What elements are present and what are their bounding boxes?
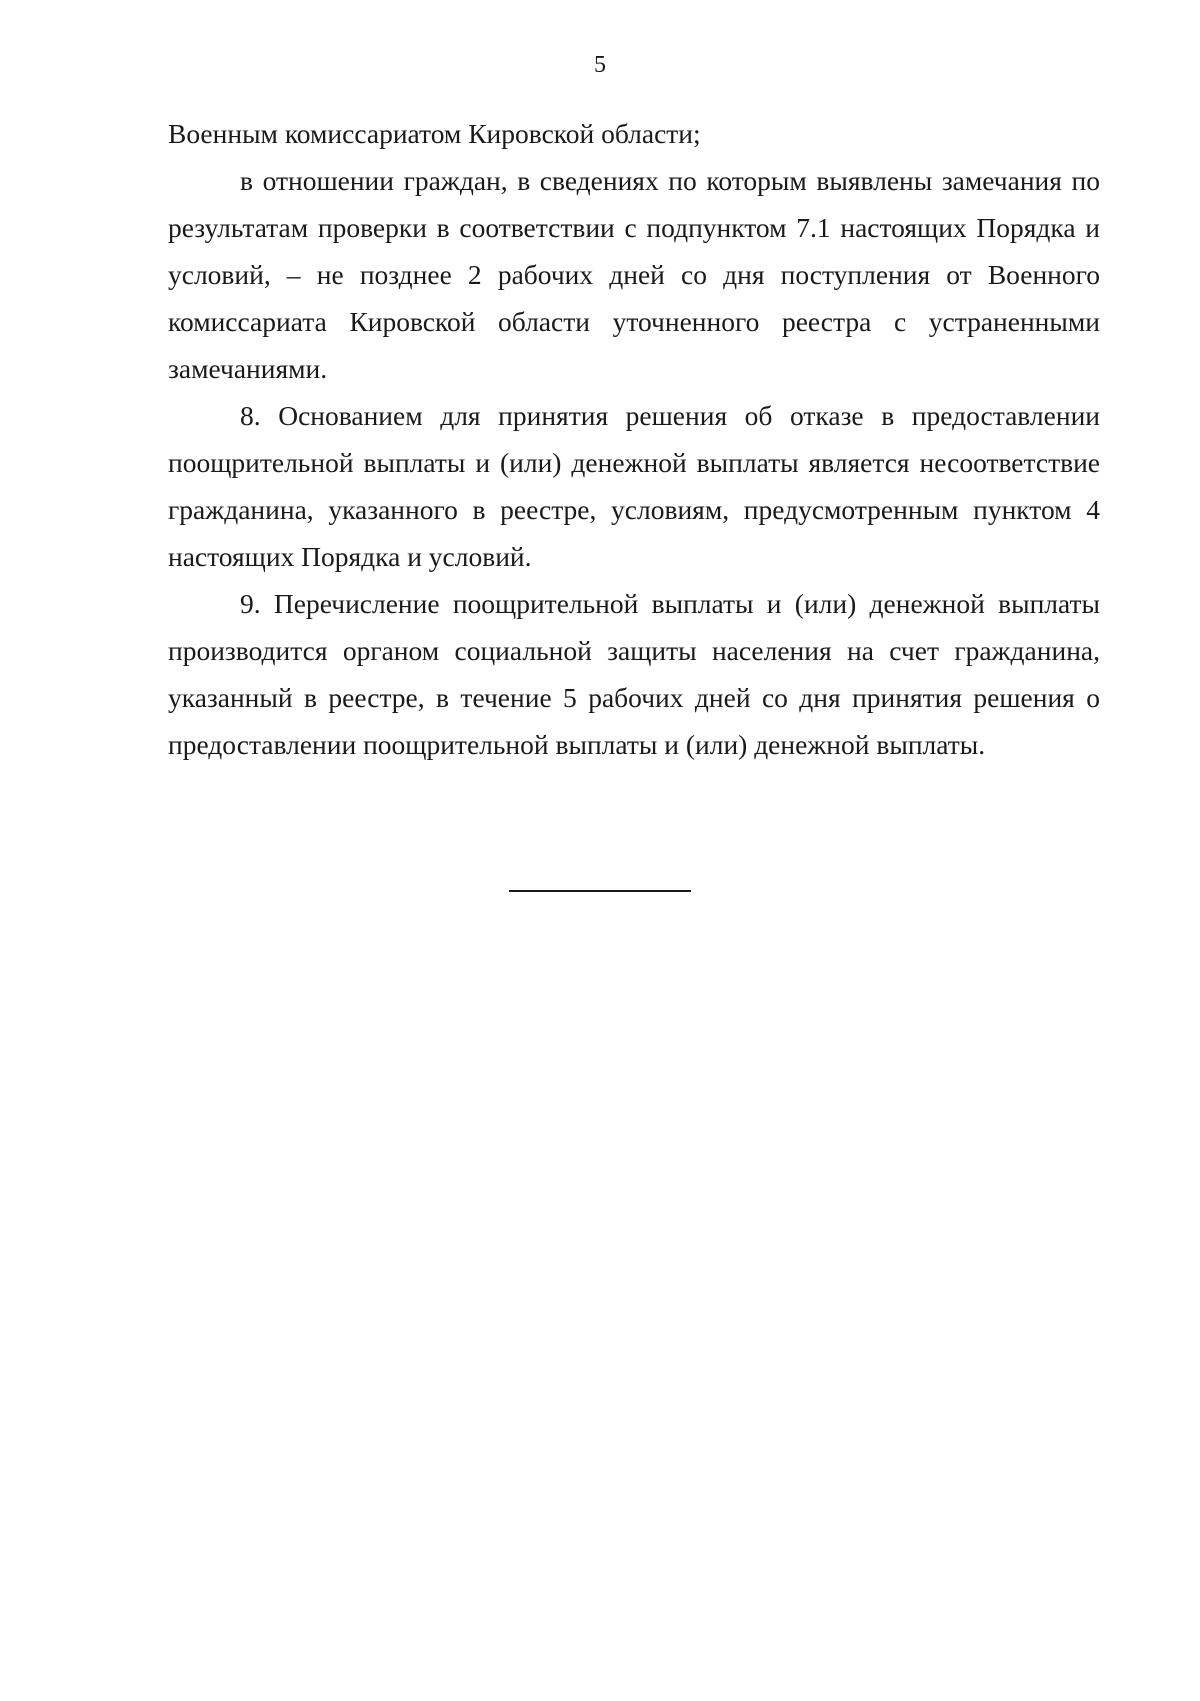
paragraph-deadline-remarks: в отношении граждан, в сведениях по которым выявлены замечания по результатам проверки в соответствии с подпунктом 7.1 настоящих Порядка и условий, – не позднее 2 рабочих дней со дня поступления от Военного комиссариата Кировской области уточненного реестра с устраненными замечаниями. — [168, 165, 1100, 384]
paragraph-item-8: 8. Основанием для принятия решения об отказе в предоставлении поощрительной выплаты и (или) денежной выплаты является несоответствие гражданина, указанного в реестре, условиям, предусмотренным пунктом 4 настоящих Порядка и условий. — [168, 400, 1100, 572]
paragraph-item-9: 9. Перечисление поощрительной выплаты и (или) денежной выплаты производится органом социальной защиты населения на счет гражданина, указанный в реестре, в течение 5 рабочих дней со дня принятия решения о предоставлении поощрительной выплаты и (или) денежной выплаты. — [168, 588, 1100, 760]
paragraph-continuation: Военным комиссариатом Кировской области; — [168, 118, 701, 149]
closing-divider-line — [509, 890, 691, 892]
page-number: 5 — [594, 52, 606, 78]
document-body — [168, 110, 1100, 768]
